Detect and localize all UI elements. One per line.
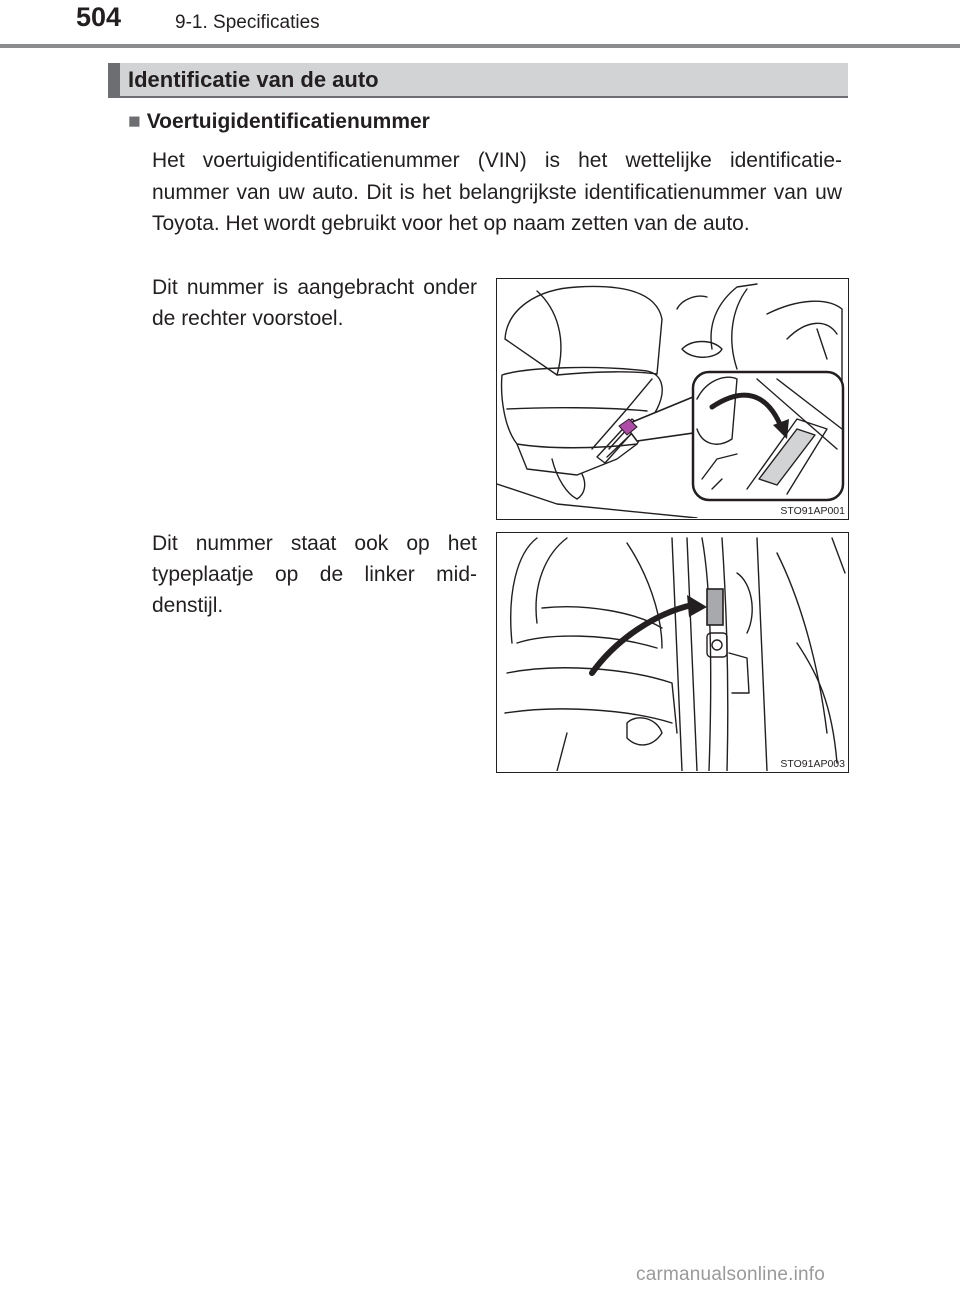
header-divider [0,44,960,48]
seat-drawing [497,279,847,518]
seat-vin-illustration [496,278,849,520]
figure-2-code: STO91AP003 [780,758,845,770]
page-number: 504 [76,2,122,32]
footer-watermark[interactable]: carmanualsonline.info [636,1264,826,1285]
section-title: Identificatie van de auto [128,67,379,92]
chapter-title: 9-1. Specificaties [175,12,320,33]
intro-paragraph: Het voertuigidentificatienummer (VIN) is het wettelijke identificatie-nummer van uw auto. Dit is het belangrijkste identificatienummer van uw Toyota. Het wordt gebruikt voor het op naam zetten van de auto. [152,149,842,235]
pillar-drawing [497,533,847,771]
figure-1-code: STO91AP001 [780,505,845,517]
pillar-plate-illustration [496,532,849,773]
subsection-title: Voertuigidentificatienummer [146,110,430,133]
subsection-heading [128,110,430,134]
figure-1-caption: Dit nummer is aangebracht onder de rechter voorstoel. [152,276,477,330]
figure-2-caption: Dit nummer staat ook op het typeplaatje op de linker mid-denstijl. [152,532,477,617]
square-bullet-icon: ■ [128,110,141,133]
section-heading-bar [108,63,848,98]
